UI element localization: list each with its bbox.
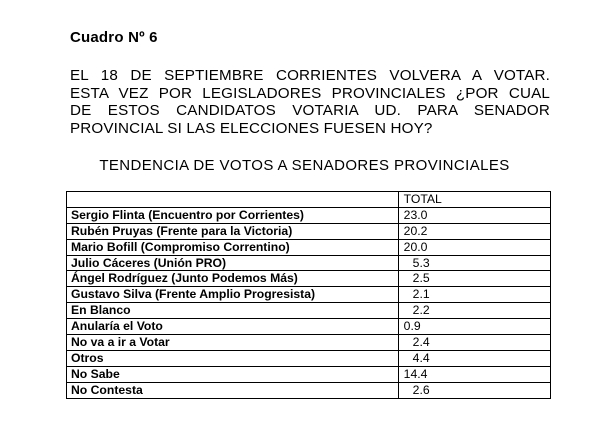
question-line: DE ESTOS CANDIDATOS VOTARIA UD. PARA SENADOR <box>70 102 550 119</box>
vote-percentage: 2.4 <box>398 335 550 351</box>
candidate-label: Sergio Flinta (Encuentro por Corrientes) <box>67 207 399 223</box>
candidate-label: Anularía el Voto <box>67 319 399 335</box>
table-row <box>67 303 551 319</box>
table-row <box>67 319 551 335</box>
header-empty-cell <box>67 192 399 208</box>
vote-percentage: 20.2 <box>398 223 550 239</box>
vote-percentage: 20.0 <box>398 239 550 255</box>
vote-percentage: 2.1 <box>398 287 550 303</box>
table-row <box>67 239 551 255</box>
vote-percentage: 2.2 <box>398 303 550 319</box>
vote-percentage: 5.3 <box>398 255 550 271</box>
table-row <box>67 271 551 287</box>
candidate-label: Rubén Pruyas (Frente para la Victoria) <box>67 223 399 239</box>
table-title: TENDENCIA DE VOTOS A SENADORES PROVINCIALES <box>99 157 510 174</box>
candidate-label: Otros <box>67 350 399 366</box>
vote-percentage: 23.0 <box>398 207 550 223</box>
table-row <box>67 382 551 398</box>
candidate-label: Ángel Rodríguez (Junto Podemos Más) <box>67 271 399 287</box>
vote-percentage: 2.5 <box>398 271 550 287</box>
results-table <box>66 191 551 399</box>
question-line: ESTA VEZ POR LEGISLADORES PROVINCIALES ¿POR CUAL <box>70 84 550 102</box>
table-row <box>67 335 551 351</box>
vote-percentage: 0.9 <box>398 319 550 335</box>
vote-percentage: 4.4 <box>398 350 550 366</box>
table-row <box>67 207 551 223</box>
candidate-label: No Contesta <box>67 382 399 398</box>
candidate-label: En Blanco <box>67 303 399 319</box>
candidate-label: Gustavo Silva (Frente Amplio Progresista) <box>67 287 399 303</box>
table-row <box>67 366 551 382</box>
candidate-label: Mario Bofill (Compromiso Correntino) <box>67 239 399 255</box>
candidate-label: No va a ir a Votar <box>67 335 399 351</box>
candidate-label: No Sabe <box>67 366 399 382</box>
table-row <box>67 255 551 271</box>
survey-question <box>70 67 550 137</box>
table-number-heading: Cuadro Nº 6 <box>70 29 158 46</box>
question-line: PROVINCIAL SI LAS ELECCIONES FUESEN HOY? <box>70 119 433 137</box>
table-row <box>67 223 551 239</box>
table-row <box>67 287 551 303</box>
question-line: EL 18 DE SEPTIEMBRE CORRIENTES VOLVERA A VOTAR. <box>70 67 550 84</box>
vote-percentage: 2.6 <box>398 382 550 398</box>
candidate-label: Julio Cáceres (Unión PRO) <box>67 255 399 271</box>
table-row <box>67 350 551 366</box>
table-header-row <box>67 192 551 208</box>
column-header-total: TOTAL <box>398 192 550 208</box>
vote-percentage: 14.4 <box>398 366 550 382</box>
results-table-body <box>67 192 551 399</box>
